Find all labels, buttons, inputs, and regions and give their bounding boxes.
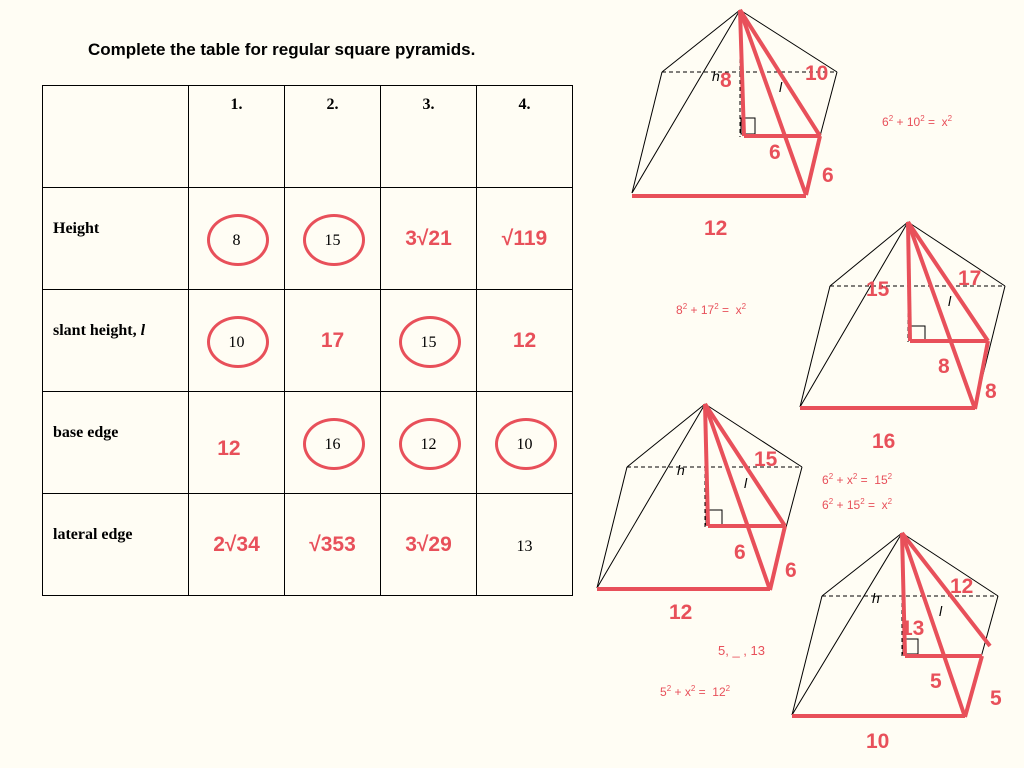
pyramid-3-slant-label: 15 <box>754 448 778 471</box>
answer-value: √119 <box>501 226 548 250</box>
pyramid-3-half-inner-label: 6 <box>734 541 746 564</box>
pyramid-2-base-label: 16 <box>872 430 896 453</box>
pyramid-1-height-label: 8 <box>720 69 732 92</box>
pyramid-figure-4 <box>792 533 1002 753</box>
pyramid-4-half-inner-label: 5 <box>930 670 942 693</box>
column-header-1: 1. <box>189 86 285 188</box>
pyramid-4-height-label: 13 <box>901 617 925 640</box>
given-value: 8 <box>232 231 241 249</box>
pyramid-4-half-outer-label: 5 <box>990 687 1002 710</box>
pyramid-4-slant-label: 12 <box>950 575 974 598</box>
equation-5: $5^2 + x^2 = 12^2$ <box>660 684 731 699</box>
page-title: Complete the table for regular square pyramids. <box>88 40 476 59</box>
answer-value: 3√29 <box>405 532 452 556</box>
given-value: 10 <box>228 333 245 351</box>
column-header-4: 4. <box>477 86 573 188</box>
pyramid-1-half-outer-label: 6 <box>822 164 834 187</box>
pyramid-1-l-letter: l <box>779 79 783 95</box>
answer-value: 12 <box>217 436 241 460</box>
given-value: 15 <box>324 231 341 249</box>
pyramid-2-height-label: 15 <box>866 278 890 301</box>
given-value: 13 <box>516 537 533 555</box>
pyramid-3-h-letter: h <box>677 462 685 478</box>
equation-1: $6^2 + 10^2 = x^2$ <box>882 114 953 129</box>
pyramid-4-base-label: 10 <box>866 730 890 753</box>
column-header-2: 2. <box>285 86 381 188</box>
column-header-3: 3. <box>381 86 477 188</box>
row-label-lateral-edge: lateral edge <box>53 526 133 543</box>
answer-value: √353 <box>309 532 356 556</box>
pyramid-figure-3 <box>597 404 802 624</box>
pyramid-1-h-letter: h <box>712 68 720 84</box>
equation-3: $6^2 + x^2 = 15^2$ <box>822 472 893 487</box>
equation-2: $8^2 + 17^2 = x^2$ <box>676 302 747 317</box>
pyramid-2-l-letter: l <box>948 293 952 309</box>
pyramid-2-half-inner-label: 8 <box>938 355 950 378</box>
pyramid-3-l-letter: l <box>744 475 748 491</box>
given-value: 16 <box>324 435 341 453</box>
row-label-height: Height <box>53 220 100 237</box>
pythagorean-triple: 5, _ , 13 <box>718 643 765 658</box>
row-label-base-edge: base edge <box>53 424 119 441</box>
answer-value: 3√21 <box>405 226 452 250</box>
answer-value: 2√34 <box>213 532 260 556</box>
pyramid-figure-2 <box>800 222 1005 453</box>
pyramid-2-half-outer-label: 8 <box>985 380 997 403</box>
equation-4: $6^2 + 15^2 = x^2$ <box>822 497 893 512</box>
given-value: 12 <box>420 435 437 453</box>
pyramid-1-half-inner-label: 6 <box>769 141 781 164</box>
answer-value: 12 <box>512 328 537 352</box>
pyramid-4-l-letter: l <box>939 603 943 619</box>
pyramid-3-base-label: 12 <box>669 601 693 624</box>
pyramid-1-slant-label: 10 <box>805 62 829 85</box>
pyramid-3-half-outer-label: 6 <box>785 559 797 582</box>
given-value: 15 <box>420 333 437 351</box>
answer-value: 17 <box>320 328 345 352</box>
pyramid-4-h-letter: h <box>872 590 880 606</box>
row-label-slant-height: slant height, l <box>53 322 146 339</box>
pyramid-1-base-label: 12 <box>704 217 728 240</box>
pyramid-figure-1 <box>632 10 837 240</box>
given-value: 10 <box>516 435 533 453</box>
pyramid-2-slant-label: 17 <box>958 267 982 290</box>
